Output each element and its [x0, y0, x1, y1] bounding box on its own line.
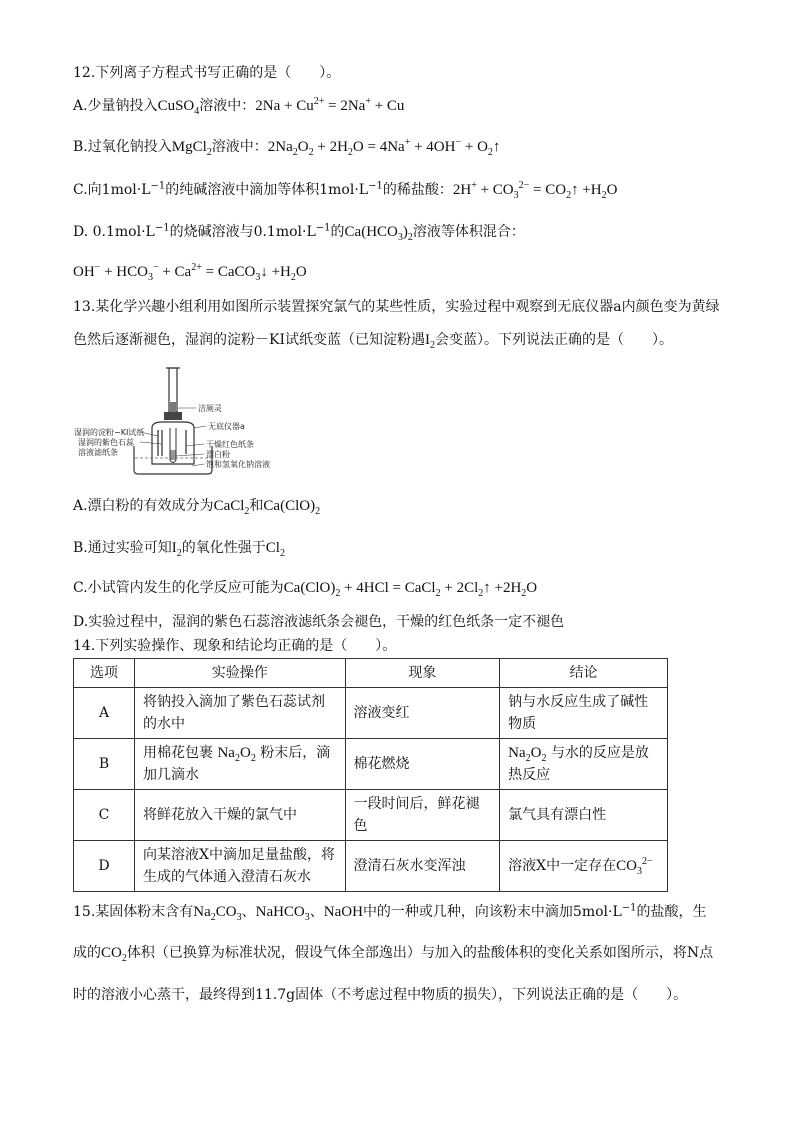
q12-a-cuso4: CuSO$_4$ — [157, 98, 200, 117]
q15-line2-b: 体积（已换算为标准状况，假设气体全部逸出）与加入的盐酸体积的变化关系如图所示，将N点 — [126, 945, 714, 961]
label-bleach: 漂白粉 — [206, 450, 230, 459]
q12-b-equation: $2Na_2O_2 + 2H_2O = 4Na^+ + 4OH^-$ + $O_2↑$ — [267, 137, 501, 158]
row-c-conclusion: 氯气具有漂白性 — [500, 790, 668, 841]
header-phenomenon: 现象 — [345, 659, 500, 688]
q13-stem-line1: 13.某化学兴趣小组利用如图所示装置探究氯气的某些性质，实验过程中观察到无底仪器a内颜色变为黄绿 — [73, 299, 720, 315]
q13-b-cl2: $Cl_2$ — [265, 540, 285, 559]
row-b-na2o2: $Na_2O_2$ — [217, 745, 256, 764]
q13-option-b — [73, 538, 285, 558]
q15-co2: $CO_2$ — [101, 945, 127, 964]
row-c-phenomenon: 一段时间后，鲜花褪色 — [345, 790, 500, 841]
row-d-concl-pre: 溶液X中一定存在 — [508, 858, 617, 874]
q12-stem: 12.下列离子方程式书写正确的是（ ）。 — [73, 65, 341, 81]
q12-d-mid2: 的 — [330, 224, 345, 240]
label-cleaner: 洁厕灵 — [198, 404, 222, 413]
q12-option-c: C.向$1mol\cdot L^{-1}$的纯碱溶液中滴加等体积$1mol\cdot L^{-1}$的稀盐酸：$2H^+ + CO_3^{2-}$ = $CO_2↑ +H_2O$ — [73, 180, 618, 201]
row-d-option: D — [74, 841, 135, 892]
q15-line1-d: 中的一种或几种，向该粉末中滴加5mol·L — [362, 904, 622, 920]
q13-c-equation: $Ca(ClO)_2 + 4HCl$ = CaCl$_2$ + $2Cl_2↑ +2H_2O$ — [283, 580, 538, 599]
row-b-option: B — [74, 739, 135, 790]
row-b-operation — [135, 739, 346, 790]
q12-c-mid2: 的稀盐酸： — [382, 182, 453, 198]
q13-stem-line2 — [73, 330, 673, 350]
row-b-op-post: 粉末后，滴加几滴水 — [143, 745, 331, 783]
row-d-phenomenon: 澄清石灰水变浑浊 — [345, 841, 500, 892]
label-filter-paper: 溶液滤纸条 — [78, 448, 118, 457]
q13-b-i2: $I_2$ — [171, 540, 182, 559]
q12-a-mid: 溶液中： — [199, 98, 256, 114]
q13-option-a — [73, 496, 320, 516]
q13-a-caclo2: $Ca(ClO)_2$ — [263, 498, 321, 517]
q13-apparatus-figure — [74, 366, 302, 486]
q12-d-label: D. 0.1mol·L — [73, 224, 155, 240]
q15-line1: 15.某固体粉末含有$Na_2CO_3$、NaHCO$_3$、NaOH中的一种或几种，向该粉末中滴加$5mol\cdot L^{-1}$的盐酸，生 — [73, 902, 707, 923]
q12-a-label: A.少量钠投入 — [73, 98, 158, 114]
header-option: 选项 — [74, 659, 135, 688]
row-a-option: A — [74, 688, 135, 739]
q13-option-c — [73, 578, 537, 598]
header-operation: 实验操作 — [135, 659, 346, 688]
q12-c-label: C.向1mol·L — [73, 182, 151, 198]
q15-line1-a: 15.某固体粉末含有 — [73, 904, 194, 920]
q12-d-mid: 的烧碱溶液与0.1mol·L — [169, 224, 316, 240]
label-instrument-a: 无底仪器a — [208, 422, 245, 431]
label-wet-litmus: 湿润的紫色石蕊 — [78, 438, 134, 447]
table-row — [74, 688, 668, 739]
table-row — [74, 841, 668, 892]
row-b-concl-post: 与水的反应是放热反应 — [508, 745, 649, 783]
q13-b-mid: 的氧化性强于 — [181, 540, 266, 556]
row-c-operation: 将鲜花放入干燥的氯气中 — [135, 790, 346, 841]
q15-naoh: NaOH — [323, 904, 363, 920]
row-d-co3: $CO_3^{2-}$ — [616, 856, 653, 877]
q15-nahco3: NaHCO$_3$ — [255, 904, 310, 923]
row-a-conclusion: 钠与水反应生成了碱性物质 — [500, 688, 668, 739]
q15-line1-c: 、 — [309, 904, 324, 920]
q12-c-mid: 的纯碱溶液中滴加等体积1mol·L — [165, 182, 369, 198]
row-b-op-pre: 用棉花包裹 — [143, 745, 214, 761]
table-row — [74, 790, 668, 841]
q13-option-d: D.实验过程中，湿润的紫色石蕊溶液滤纸条会褪色，干燥的红色纸条一定不褪色 — [73, 614, 565, 630]
q12-option-d: D. $0.1mol\cdot L^{-1}$的烧碱溶液与$0.1mol\cdot L^{-1}$的$Ca(HCO_3)_2$溶液等体积混合： — [73, 222, 525, 243]
q15-line2 — [73, 943, 713, 963]
q15-na2co3: $Na_2CO_3$ — [193, 904, 242, 923]
q12-d-ca-hco3: $Ca(HCO_3)_2$ — [344, 224, 413, 243]
q13-a-label: A.漂白粉的有效成分为 — [73, 498, 214, 514]
label-naoh: 饱和氢氧化钠溶液 — [206, 460, 270, 469]
q13-a-and: 和 — [249, 498, 264, 514]
q15-line1-b: 、 — [241, 904, 256, 920]
label-dry-red-paper: 干燥红色纸条 — [206, 440, 254, 449]
row-b-conclusion — [500, 739, 668, 790]
q12-b-label: B.过氧化钠投入 — [73, 139, 172, 155]
q13-b-label: B.通过实验可知 — [73, 540, 172, 556]
q12-option-a — [73, 96, 404, 116]
row-d-conclusion — [500, 841, 668, 892]
q15-line2-a: 成的 — [73, 945, 101, 961]
table-row — [74, 739, 668, 790]
row-b-phenomenon: 棉花燃烧 — [345, 739, 500, 790]
row-b-concl-na2o2: $Na_2O_2$ — [508, 745, 547, 764]
row-a-operation: 将钠投入滴加了紫色石蕊试剂的水中 — [135, 688, 346, 739]
header-conclusion: 结论 — [500, 659, 668, 688]
q12-b-mgcl2: MgCl$_2$ — [171, 139, 212, 158]
row-a-phenomenon: 溶液变红 — [345, 688, 500, 739]
q12-b-mid: 溶液中： — [211, 139, 268, 155]
q14-stem: 14.下列实验操作、现象和结论均正确的是（ ）。 — [73, 638, 397, 654]
q12-a-equation: $2Na + Cu^{2+} = 2Na^+ + Cu$ — [255, 96, 405, 114]
q12-d-end: 溶液等体积混合： — [412, 224, 525, 240]
label-wet-ki: 湿润的淀粉−KI试纸 — [74, 428, 145, 437]
q15-line3: 时的溶液小心蒸干，最终得到11.7g固体（不考虑过程中物质的损失），下列说法正确的是（ ）。 — [73, 987, 688, 1003]
q12-option-b — [73, 137, 500, 157]
row-c-option: C — [74, 790, 135, 841]
q13-c-label: C.小试管内发生的化学反应可能为 — [73, 580, 284, 596]
q13-stem-line2a: 色然后逐渐褪色，湿润的淀粉－KI试纸变蓝（已知淀粉遇 — [73, 332, 425, 348]
q12-d-equation: $OH^- + HCO_3^- + Ca^{2+}$ = CaCO$_3$↓ $+H_2O$ — [73, 262, 307, 283]
q14-experiment-table — [73, 658, 668, 892]
table-header-row — [74, 659, 668, 688]
q13-stem-line2b: 会变蓝）。下列说法正确的是（ ）。 — [435, 332, 673, 348]
q13-i2: $I_2$ — [425, 332, 435, 351]
q12-c-equation: $2H^+ + CO_3^{2-}$ = $CO_2↑ +H_2O$ — [452, 180, 618, 201]
q13-a-cacl2: CaCl$_2$ — [213, 498, 250, 517]
row-d-operation: 向某溶液X中滴加足量盐酸，将生成的气体通入澄清石灰水 — [135, 841, 346, 892]
q15-line1-e: 的盐酸，生 — [636, 904, 707, 920]
